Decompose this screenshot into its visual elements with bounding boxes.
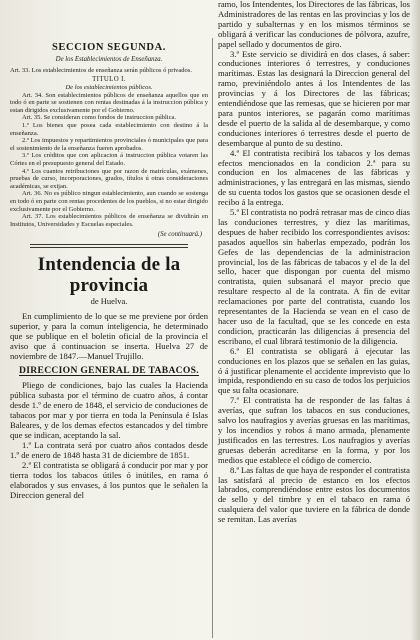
article-35-item-4: 4.º Los cuantos retribuciones que por razon de matrículas, exámenes, pruebas de curso, incorporaciones, grados, títulos ú otras consideraciones académicas, se exijan. xyxy=(10,167,208,190)
condicion-5: 5.ª El contratista no podrá retrasar mas de cinco dias las conduciones terrestres, y diez las marítimas, despues de haber recibido los correspondientes avisos: pasados aquellos sin haberlas empezado, podrán los Gefes de las dependencias de la administracion provincial, los de las fábricas de tabacos y el de la del sello, hacer que dispongan por cuenta del mismo contratista, quien subsanará el mayor precio que resultare respecto al de la contrata. A fin de evitar reclamaciones por parte del contratista, cuando los representantes de la Hacienda se vean en el caso de hacer uso de la facultad, que se les concede en esta condicion, practicarán las diligencias á presencia del escribano, el cual librará testimonio de la diligencia. xyxy=(218,207,410,346)
separator-rule xyxy=(30,247,188,248)
condicion-8: 8.ª Las faltas de que haya de responder el contratista las satisfará al precio de estanco en los efectos labrados, comprendiéndose entre estos los documentos de sello y del timbre y en el tabaco en rama ó cualquiera del valor que tuviere en la fábrica de donde se remitan. Las averías xyxy=(218,464,410,525)
section-title: SECCION SEGUNDA. xyxy=(51,42,167,53)
column-divider xyxy=(212,38,213,638)
condicion-3: 3.ª Este servicio se dividirá en dos clases, á saber: conduciones interiores ó terrestres, y conduciones marítimas. Estas las designará la Direccion general del ramo, previniéndolo antes á los Intendentes de las provincias y á los Directores de las fábricas; entendiéndose que las remesas, que se hicieren por mar para puntos interiores, se pagarán como marítimas desde el puerto de la salida al de desembarque, y como conduciones interiores ó terrestres desde el puerto de desembarque al punto de su destino. xyxy=(218,48,410,148)
article-37: Art. 37. Los establecimientos públicos de enseñanza se dividirán en Institutos, Universidades y Escuelas especiales. xyxy=(10,213,208,228)
pliego-paragraph: Pliego de condiciones, bajo las cuales la Hacienda pública subasta por el término de cuatro años, á contar desde 1.º de enero de 1848, el servicio de conduciones de tabacos por mar y por tierra en toda la Península é Islas Baleares, y de los demas efectos estancados y del timbre que se indican, aceptando la sal. xyxy=(10,380,208,441)
page-edge-shadow xyxy=(410,0,420,640)
continuara-note: (Se continuará.) xyxy=(157,231,202,239)
article-35: Art. 35. Se consideran como fondos de instruccion pública. xyxy=(22,114,176,122)
article-35-item-2: 2.º Los impuestos y repartimientos provinciales ó municipales que para el sostenimiento de la enseñanza fueren aprobados. xyxy=(10,137,208,152)
article-35-item-1: 1.º Los bienes que posea cada establecimiento con destino á la enseñanza. xyxy=(10,121,208,137)
article-33: Art. 33. Los establecimientos de enseñanza serán públicos ó privados. xyxy=(10,67,192,74)
separator-rule xyxy=(30,244,188,245)
condicion-1: 1.ª La contrata será por cuatro años contados desde 1.º de enero de 1848 hasta 31 de diciembre de 1851. xyxy=(10,440,208,461)
condicion-2: 2.ª El contratista se obligará á conducir por mar y por tierra todos los tabacos útiles ó inútiles, en rama ó elaborados y sus envases, á los puntos que le señalen la Direccion general del xyxy=(10,460,208,501)
intendencia-title: Intendencia de la provincia xyxy=(37,254,181,297)
titulo-subheading: De los establecimientos públicos. xyxy=(65,83,153,91)
article-36: Art. 36. No es público ningun establecimiento, aun cuando se sostenga en todo ó en parte con rentas procedentes de los pueblos, si no estar dirigido exclusivamente por el Gobierno. xyxy=(10,190,209,213)
titulo-heading: TITULO I. xyxy=(92,75,126,83)
section-subtitle: De los Establecimientos de Enseñanza. xyxy=(55,56,163,63)
condicion-2-continued: ramo, los Intendentes, los Directores de las fábricas, los Administradores de las rentas en las provincias y los de partido y subalternas y en los mismos términos se obligará á verificar las conduciones de pólvora, azufre, papel sellado y documentos de giro. xyxy=(218,0,410,49)
intendencia-notice: En cumplimiento de lo que se me previene por órden superior, y para la comun inteligencia, he determinado que se publique en el boletin oficial de la provincia el aviso que á continuacion se inserta. Huelva 27 de noviembre de 1847.—Manuel Trujillo. xyxy=(10,311,208,362)
article-34: Art. 34. Son establecimientos públicos de enseñanza aquellos que en todo ó en parte se sostienen con rentas destinadas á la instruccion pública y estan dirigidos exclusivamente por el Gobierno. xyxy=(10,91,208,114)
right-column xyxy=(218,0,410,525)
condicion-4: 4.ª El contratista recibirá los tabacos y los demas efectos mencionados en la condicion 2.ª para su conducion en los almacenes de las fábricas y administraciones, y las entregará en las mismas, siendo de su cuenta todos los gastos que se ocasionen desde el recibo á la entrega. xyxy=(218,147,410,208)
left-column xyxy=(10,40,208,500)
condicion-7: 7.ª El contratista ha de responder de las faltas á averías, que sufran los tabacos en sus conduciones, salvo los naufragios y averías gruesas en las marítimas, y los incendios y robos á mano armada, plenamente justificados en las terrestres. Los naufragios y averías gruesas deberán acreditarse en la forma, y por los medios que establece el código de comercio. xyxy=(218,395,410,465)
intendencia-subtitle: de Huelva. xyxy=(90,296,128,307)
direccion-heading: DIRECCION GENERAL DE TABACOS. xyxy=(19,365,199,377)
condicion-6: 6.ª El contratista se obligará á ejecutar las conduciones en los plazos que se señalen en las guias, ó á justificar plenamente el accidente imprevisto que lo impida, respondiendo en su caso de todos los perjuicios que su falta ocasionare. xyxy=(218,345,410,396)
article-35-item-3: 3.º Los créditos que con aplicacion á instruccion pública votaren las Córtes en el presupuesto general del Estado. xyxy=(10,152,208,167)
